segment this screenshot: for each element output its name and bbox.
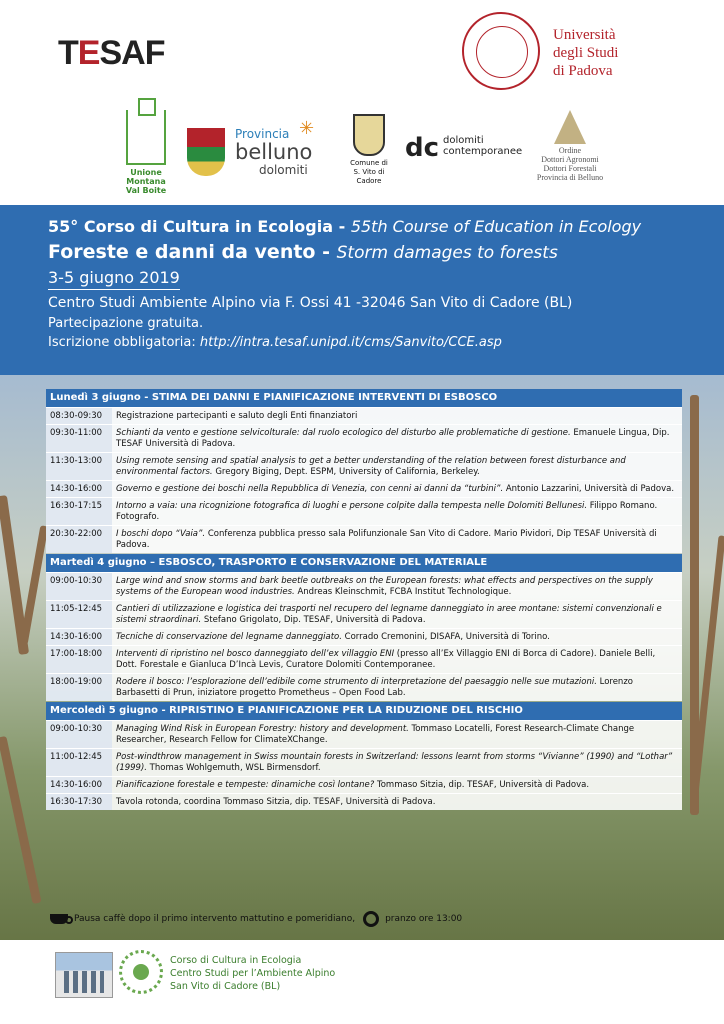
session-description <box>112 749 682 776</box>
theme-title: Foreste e danni da vento - Storm damages to forests <box>48 241 558 263</box>
cce-address: Corso di Cultura in Ecologia Centro Studi per l’Ambiente Alpino San Vito di Cadore (BL) <box>170 955 336 992</box>
session-description <box>112 721 682 748</box>
session-time: 16:30-17:30 <box>46 794 112 810</box>
session-description <box>112 674 682 701</box>
session-description <box>112 777 682 793</box>
session-description <box>112 526 682 553</box>
session-time: 14:30-16:00 <box>46 629 112 645</box>
day-header: Lunedì 3 giugno - STIMA DEI DANNI E PIANIFICAZIONE INTERVENTI DI ESBOSCO <box>46 389 682 407</box>
session-speaker: (presso all’Ex Villaggio ENI di Borca di Cadore). Daniele Belli, Dott. Forestale e Gianluca D’Incà Levis, Curatore Dolomiti Contemporanee. <box>116 649 656 670</box>
session-description <box>112 408 682 424</box>
session-row <box>46 600 682 628</box>
comune-logo: Comune di S. Vito di Cadore <box>343 114 395 186</box>
breaks-note: Pausa caffè dopo il primo intervento mattutino e pomeridiano, pranzo ore 13:00 <box>50 911 462 927</box>
shield-icon <box>353 114 385 156</box>
session-title: Pianificazione forestale e tempeste: dinamiche così lontane? <box>116 780 375 790</box>
plate-icon <box>363 911 379 927</box>
session-row <box>46 424 682 452</box>
free-participation: Partecipazione gratuita. <box>48 316 204 331</box>
venue: Centro Studi Ambiente Alpino via F. Ossi 41 -32046 San Vito di Cadore (BL) <box>48 295 573 311</box>
university-name: Università degli Studi di Padova <box>553 27 619 79</box>
session-row <box>46 628 682 645</box>
session-title: Rodere il bosco: l’esplorazione dell’edibile come strumento di interpretazione del paesaggio nelle sue mutazioni. <box>116 677 597 687</box>
session-row <box>46 793 682 810</box>
session-row <box>46 720 682 748</box>
session-title: Using remote sensing and spatial analysis to get a better understanding of the relation between forest disturbance and environmental factors. <box>116 456 626 477</box>
session-speaker: Tavola rotonda, coordina Tommaso Sitzia, dip. TESAF, Università di Padova. <box>116 797 436 807</box>
session-speaker: Stefano Grigolato, Dip. TESAF, Università di Padova. <box>201 615 426 625</box>
session-title: Cantieri di utilizzazione e logistica dei trasporti nel recupero del legname danneggiato in aree montane: sistemi convenzionali e sistemi straordinari. <box>116 604 662 625</box>
session-speaker: Filippo Romano. Fotografo. <box>116 501 658 522</box>
session-row <box>46 452 682 480</box>
star-icon: ✳ <box>299 118 315 139</box>
session-row <box>46 748 682 776</box>
session-time: 17:00-18:00 <box>46 646 112 673</box>
session-time: 09:30-11:00 <box>46 425 112 452</box>
header <box>0 0 724 205</box>
session-time: 09:00-10:30 <box>46 721 112 748</box>
session-speaker: Tommaso Sitzia, dip. TESAF, Università di Padova. <box>374 780 590 790</box>
session-title: Governo e gestione dei boschi nella Repubblica di Venezia, con cenni ai danni da “turbini”. <box>116 484 504 494</box>
session-time: 14:30-16:00 <box>46 777 112 793</box>
day-header: Mercoledì 5 giugno - RIPRISTINO E PIANIFICAZIONE PER LA RIDUZIONE DEL RISCHIO <box>46 702 682 720</box>
dolomiti-contemporanee-logo: dc dolomiti contemporanee <box>405 133 523 163</box>
footer <box>0 940 724 1024</box>
session-description <box>112 646 682 673</box>
tesaf-logo: TESAF <box>58 34 165 72</box>
session-title: Tecniche di conservazione del legname danneggiato. <box>116 632 342 642</box>
session-row <box>46 673 682 701</box>
provincia-belluno-logo: Provincia belluno dolomiti <box>235 127 313 177</box>
title-band <box>0 205 724 375</box>
session-time: 11:00-12:45 <box>46 749 112 776</box>
session-speaker: Thomas Wohlgemuth, WSL Birmensdorf. <box>146 763 321 773</box>
course-title: 55° Corso di Cultura in Ecologia - 55th Course of Education in Ecology <box>48 217 642 236</box>
unione-montana-logo: Unione Montana Val Boite <box>115 110 177 195</box>
session-title: Large wind and snow storms and bark beetle outbreaks on the European forests: what effects and perspectives on the supply systems of the European wood industries. <box>116 576 653 597</box>
coat-of-arms-icon <box>187 128 225 176</box>
building-photo <box>55 952 113 998</box>
session-row <box>46 407 682 424</box>
church-icon <box>126 110 166 165</box>
session-title: I boschi dopo “Vaia”. <box>116 529 206 539</box>
session-row <box>46 645 682 673</box>
session-description <box>112 425 682 452</box>
session-description <box>112 573 682 600</box>
leaf-icon <box>554 110 586 144</box>
coffee-cup-icon <box>50 914 68 924</box>
event-dates: 3-5 giugno 2019 <box>48 267 180 290</box>
unipd-seal-icon <box>462 12 540 90</box>
session-time: 08:30-09:30 <box>46 408 112 424</box>
session-time: 14:30-16:00 <box>46 481 112 497</box>
session-time: 09:00-10:30 <box>46 573 112 600</box>
cce-logo-icon <box>119 950 163 994</box>
session-title: Post-windthrow management in Swiss mountain forests in Switzerland: lessons learnt from storms “Vivianne” (1990) and “Lothar” (1999). <box>116 752 673 773</box>
session-time: 11:30-13:00 <box>46 453 112 480</box>
registration: Iscrizione obbligatoria: http://intra.tesaf.unipd.it/cms/Sanvito/CCE.asp <box>48 335 502 350</box>
session-row <box>46 480 682 497</box>
session-description <box>112 629 682 645</box>
session-row <box>46 525 682 553</box>
session-time: 16:30-17:15 <box>46 498 112 525</box>
session-time: 20:30-22:00 <box>46 526 112 553</box>
session-speaker: Lorenzo Barbasetti di Prun, iniziatore progetto Prometheus – Open Food Lab. <box>116 677 633 698</box>
session-speaker: Andreas Kleinschmit, FCBA Institut Technologique. <box>294 587 512 597</box>
session-description <box>112 601 682 628</box>
session-speaker: Registrazione partecipanti e saluto degli Enti finanziatori <box>116 411 358 421</box>
session-speaker: Tommaso Locatelli, Forest Research-Climate Change Researcher, Research Fellow for ClimateXChange. <box>116 724 635 745</box>
session-time: 18:00-19:00 <box>46 674 112 701</box>
session-description <box>112 498 682 525</box>
session-speaker: Emanuele Lingua, Dip. TESAF Università di Padova. <box>116 428 670 449</box>
session-speaker: Conferenza pubblica presso sala Polifunzionale San Vito di Cadore. Mario Pividori, Dip TESAF Università di Padova. <box>116 529 657 550</box>
session-title: Interventi di ripristino nel bosco danneggiato dell’ex villaggio ENI <box>116 649 395 659</box>
session-description <box>112 794 682 810</box>
sponsor-logos <box>115 110 615 195</box>
session-speaker: Corrado Cremonini, DISAFA, Università di Torino. <box>341 632 550 642</box>
session-title: Managing Wind Risk in European Forestry: history and development. <box>116 724 409 734</box>
day-header: Martedì 4 giugno – ESBOSCO, TRASPORTO E CONSERVAZIONE DEL MATERIALE <box>46 554 682 572</box>
ordine-agronomi-logo: Ordine Dottori Agronomi Dottori Forestali Provincia di Belluno <box>530 110 610 182</box>
session-title: Intorno a vaia: una ricognizione fotografica di luoghi e persone colpite dalla tempesta nelle Dolomiti Bellunesi. <box>116 501 588 511</box>
session-description <box>112 453 682 480</box>
session-row <box>46 572 682 600</box>
registration-link[interactable]: http://intra.tesaf.unipd.it/cms/Sanvito/CCE.asp <box>199 335 502 350</box>
session-description <box>112 481 682 497</box>
session-row <box>46 497 682 525</box>
session-time: 11:05-12:45 <box>46 601 112 628</box>
session-row <box>46 776 682 793</box>
programme <box>46 388 682 810</box>
session-speaker: Gregory Biging, Dept. ESPM, University of California, Berkeley. <box>212 467 480 477</box>
session-speaker: Antonio Lazzarini, Università di Padova. <box>503 484 675 494</box>
session-title: Schianti da vento e gestione selvicolturale: dal ruolo ecologico del disturbo alle problematiche di gestione. <box>116 428 571 438</box>
